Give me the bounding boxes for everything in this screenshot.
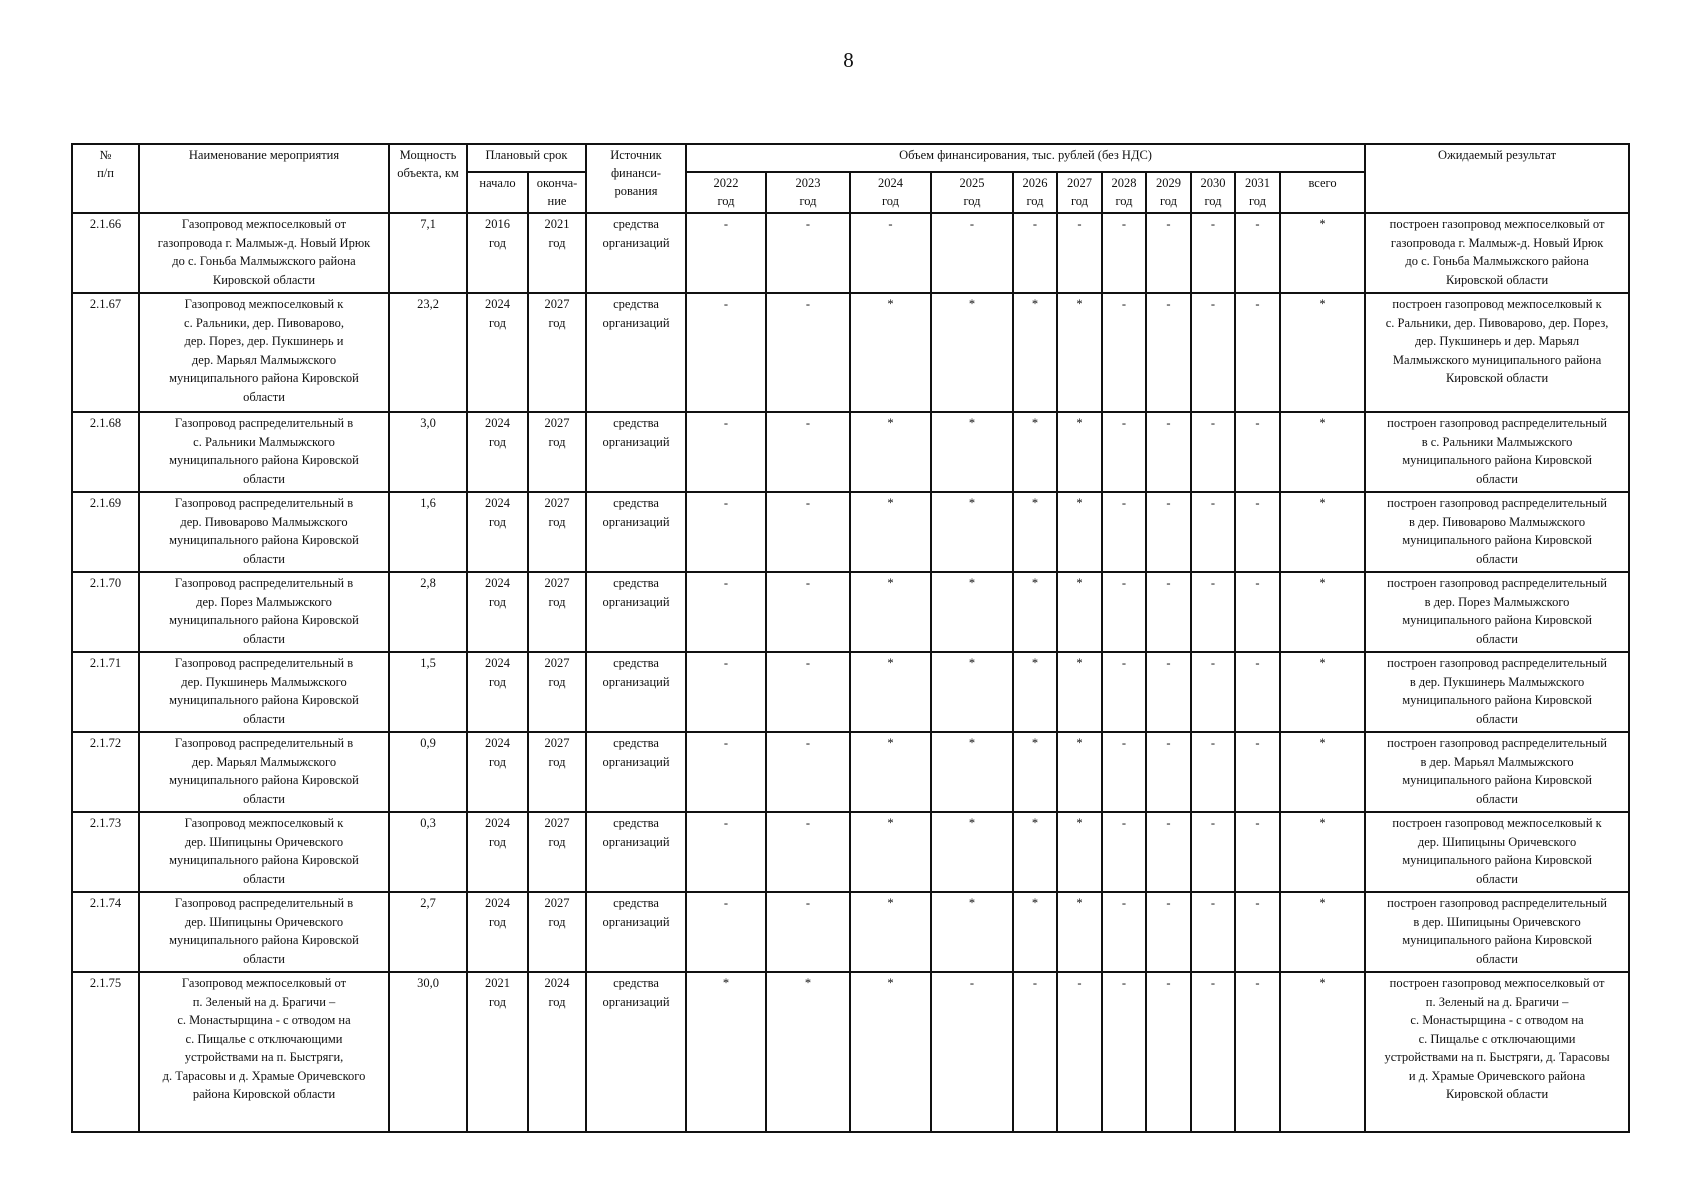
table-row [72,972,1629,1132]
table-row [72,892,1629,972]
row-year-2025: * [931,572,1013,652]
row-year-2024: * [850,892,931,972]
row-year-2026: * [1013,732,1057,812]
row-total: * [1280,652,1365,732]
row-term-start: 2024 год [467,652,528,732]
row-power: 23,2 [389,293,467,412]
row-term-end: 2027 год [528,412,586,492]
row-year-2027: * [1057,293,1102,412]
row-num: 2.1.67 [72,293,139,412]
row-name: Газопровод межпоселковый к с. Ральники, дер. Пивоварово, дер. Порез, дер. Пукшинерь и дер. Марьял Малмыжского муниципального района Кировской области [139,293,389,412]
row-year-2023: * [766,972,850,1132]
row-total: * [1280,293,1365,412]
table-row [72,652,1629,732]
header-year-2023: 2023 год [766,172,850,213]
row-year-2028: - [1102,972,1146,1132]
row-year-2022: - [686,812,766,892]
row-year-2024: - [850,213,931,293]
row-year-2029: - [1146,892,1191,972]
row-term-start: 2024 год [467,412,528,492]
row-year-2024: * [850,572,931,652]
row-year-2031: - [1235,213,1280,293]
header-name: Наименование мероприятия [139,144,389,213]
table-row [72,213,1629,293]
row-year-2024: * [850,492,931,572]
header-year-2022: 2022 год [686,172,766,213]
row-total: * [1280,812,1365,892]
row-power: 1,6 [389,492,467,572]
header-term-start: начало [467,172,528,213]
row-year-2023: - [766,732,850,812]
row-term-end: 2027 год [528,812,586,892]
row-year-2031: - [1235,652,1280,732]
row-year-2031: - [1235,892,1280,972]
row-year-2022: - [686,293,766,412]
row-year-2022: - [686,572,766,652]
table-row [72,572,1629,652]
header-num: № п/п [72,144,139,213]
row-year-2023: - [766,812,850,892]
row-total: * [1280,492,1365,572]
row-term-end: 2027 год [528,293,586,412]
row-year-2031: - [1235,572,1280,652]
row-name: Газопровод распределительный в дер. Марьял Малмыжского муниципального района Кировской области [139,732,389,812]
row-term-end: 2027 год [528,492,586,572]
row-year-2022: - [686,213,766,293]
page-number: 8 [843,48,854,72]
row-source: средства организаций [586,892,686,972]
row-year-2029: - [1146,652,1191,732]
row-source: средства организаций [586,492,686,572]
row-num: 2.1.69 [72,492,139,572]
row-name: Газопровод межпоселковый от газопровода г. Малмыж-д. Новый Ирюк до с. Гоньба Малмыжского района Кировской области [139,213,389,293]
row-power: 2,7 [389,892,467,972]
row-num: 2.1.74 [72,892,139,972]
header-result: Ожидаемый результат [1365,144,1629,213]
row-year-2030: - [1191,572,1235,652]
row-total: * [1280,412,1365,492]
header-year-2027: 2027 год [1057,172,1102,213]
row-year-2029: - [1146,213,1191,293]
row-name: Газопровод распределительный в с. Ральники Малмыжского муниципального района Кировской области [139,412,389,492]
row-name: Газопровод распределительный в дер. Пукшинерь Малмыжского муниципального района Кировской области [139,652,389,732]
header-year-2031: 2031 год [1235,172,1280,213]
row-term-start: 2024 год [467,892,528,972]
row-year-2030: - [1191,652,1235,732]
table-body [72,213,1629,1132]
row-year-2028: - [1102,732,1146,812]
row-year-2022: - [686,412,766,492]
row-result: построен газопровод распределительный в дер. Шипицыны Оричевского муниципального района Кировской области [1365,892,1629,972]
row-year-2022: - [686,492,766,572]
row-result: построен газопровод распределительный в дер. Пукшинерь Малмыжского муниципального района Кировской области [1365,652,1629,732]
row-year-2024: * [850,972,931,1132]
header-year-2030: 2030 год [1191,172,1235,213]
row-num: 2.1.66 [72,213,139,293]
row-year-2023: - [766,892,850,972]
row-year-2025: * [931,412,1013,492]
row-result: построен газопровод распределительный в дер. Пивоварово Малмыжского муниципального района Кировской области [1365,492,1629,572]
row-result: построен газопровод межпоселковый к дер. Шипицыны Оричевского муниципального района Кировской области [1365,812,1629,892]
row-year-2027: * [1057,732,1102,812]
row-year-2030: - [1191,412,1235,492]
row-year-2022: - [686,892,766,972]
row-term-start: 2024 год [467,812,528,892]
row-term-end: 2027 год [528,652,586,732]
row-result: построен газопровод межпоселковый от газопровода г. Малмыж-д. Новый Ирюк до с. Гоньба Малмыжского района Кировской области [1365,213,1629,293]
row-year-2028: - [1102,492,1146,572]
row-year-2025: * [931,812,1013,892]
row-year-2029: - [1146,412,1191,492]
header-source: Источник финанси- рования [586,144,686,213]
row-year-2022: - [686,652,766,732]
row-result: построен газопровод распределительный в дер. Порез Малмыжского муниципального района Кировской области [1365,572,1629,652]
row-year-2026: * [1013,293,1057,412]
row-year-2029: - [1146,732,1191,812]
row-term-end: 2027 год [528,892,586,972]
row-year-2029: - [1146,812,1191,892]
row-num: 2.1.71 [72,652,139,732]
row-year-2030: - [1191,972,1235,1132]
row-year-2030: - [1191,732,1235,812]
table-row [72,412,1629,492]
table-row [72,293,1629,412]
row-year-2031: - [1235,732,1280,812]
row-year-2031: - [1235,293,1280,412]
row-result: построен газопровод межпоселковый к с. Ральники, дер. Пивоварово, дер. Порез, дер. Пукшинерь и дер. Марьял Малмыжского муниципального района Кировской области [1365,293,1629,412]
row-power: 3,0 [389,412,467,492]
row-year-2031: - [1235,812,1280,892]
row-year-2025: * [931,732,1013,812]
row-year-2027: - [1057,972,1102,1132]
row-year-2030: - [1191,892,1235,972]
row-year-2027: * [1057,892,1102,972]
row-year-2027: * [1057,812,1102,892]
row-year-2024: * [850,652,931,732]
row-result: построен газопровод межпоселковый от п. Зеленый на д. Брагичи – с. Монастырщина - с отводом на с. Пищалье с отключающими устройствами на п. Быстряги, д. Тарасовы и д. Храмые Оричевского района Кировской области [1365,972,1629,1132]
row-year-2028: - [1102,572,1146,652]
row-source: средства организаций [586,732,686,812]
row-year-2026: * [1013,572,1057,652]
row-year-2028: - [1102,293,1146,412]
row-name: Газопровод распределительный в дер. Шипицыны Оричевского муниципального района Кировской области [139,892,389,972]
row-result: построен газопровод распределительный в с. Ральники Малмыжского муниципального района Кировской области [1365,412,1629,492]
row-year-2024: * [850,412,931,492]
row-year-2025: * [931,293,1013,412]
row-total: * [1280,972,1365,1132]
row-year-2031: - [1235,972,1280,1132]
row-power: 7,1 [389,213,467,293]
row-power: 0,3 [389,812,467,892]
row-year-2030: - [1191,492,1235,572]
row-year-2027: * [1057,652,1102,732]
row-power: 30,0 [389,972,467,1132]
row-year-2026: * [1013,892,1057,972]
table-row [72,732,1629,812]
row-year-2025: * [931,652,1013,732]
table-header [72,144,1629,213]
header-year-2029: 2029 год [1146,172,1191,213]
row-num: 2.1.72 [72,732,139,812]
header-year-2028: 2028 год [1102,172,1146,213]
row-year-2027: * [1057,572,1102,652]
row-year-2027: - [1057,213,1102,293]
row-term-end: 2024 год [528,972,586,1132]
row-year-2028: - [1102,812,1146,892]
row-num: 2.1.68 [72,412,139,492]
row-year-2023: - [766,492,850,572]
row-year-2026: * [1013,812,1057,892]
row-term-start: 2016 год [467,213,528,293]
row-year-2023: - [766,412,850,492]
row-year-2022: - [686,732,766,812]
header-volume: Объем финансирования, тыс. рублей (без НДС) [686,144,1365,172]
header-term-end: оконча- ние [528,172,586,213]
row-year-2026: * [1013,652,1057,732]
row-term-end: 2021 год [528,213,586,293]
row-year-2029: - [1146,572,1191,652]
row-year-2024: * [850,732,931,812]
header-year-2024: 2024 год [850,172,931,213]
financing-table [71,143,1630,1133]
row-term-start: 2024 год [467,732,528,812]
row-term-start: 2024 год [467,293,528,412]
row-year-2023: - [766,652,850,732]
row-year-2028: - [1102,652,1146,732]
header-year-2026: 2026 год [1013,172,1057,213]
header-power: Мощность объекта, км [389,144,467,213]
row-name: Газопровод межпоселковый к дер. Шипицыны Оричевского муниципального района Кировской области [139,812,389,892]
row-year-2025: - [931,972,1013,1132]
row-term-start: 2021 год [467,972,528,1132]
row-year-2026: - [1013,213,1057,293]
row-year-2028: - [1102,213,1146,293]
row-year-2023: - [766,213,850,293]
row-year-2026: * [1013,412,1057,492]
row-source: средства организаций [586,812,686,892]
row-total: * [1280,892,1365,972]
row-year-2025: * [931,492,1013,572]
row-source: средства организаций [586,572,686,652]
row-year-2023: - [766,572,850,652]
row-year-2029: - [1146,972,1191,1132]
row-result: построен газопровод распределительный в дер. Марьял Малмыжского муниципального района Кировской области [1365,732,1629,812]
row-year-2031: - [1235,412,1280,492]
row-year-2028: - [1102,892,1146,972]
row-year-2022: * [686,972,766,1132]
row-year-2029: - [1146,492,1191,572]
row-term-start: 2024 год [467,572,528,652]
row-name: Газопровод распределительный в дер. Пивоварово Малмыжского муниципального района Кировской области [139,492,389,572]
row-year-2027: * [1057,412,1102,492]
row-year-2028: - [1102,412,1146,492]
row-total: * [1280,732,1365,812]
row-year-2030: - [1191,293,1235,412]
header-year-2025: 2025 год [931,172,1013,213]
row-year-2027: * [1057,492,1102,572]
row-year-2023: - [766,293,850,412]
row-year-2026: * [1013,492,1057,572]
header-total: всего [1280,172,1365,213]
header-term: Плановый срок [467,144,586,172]
table-row [72,492,1629,572]
row-source: средства организаций [586,652,686,732]
row-year-2026: - [1013,972,1057,1132]
row-source: средства организаций [586,293,686,412]
row-total: * [1280,213,1365,293]
row-num: 2.1.75 [72,972,139,1132]
row-power: 2,8 [389,572,467,652]
row-num: 2.1.73 [72,812,139,892]
row-term-end: 2027 год [528,572,586,652]
row-term-start: 2024 год [467,492,528,572]
row-year-2031: - [1235,492,1280,572]
row-year-2025: - [931,213,1013,293]
row-name: Газопровод распределительный в дер. Порез Малмыжского муниципального района Кировской области [139,572,389,652]
row-name: Газопровод межпоселковый от п. Зеленый на д. Брагичи – с. Монастырщина - с отводом на с. Пищалье с отключающими устройствами на п. Быстряги, д. Тарасовы и д. Храмые Оричевского района Кировской области [139,972,389,1132]
row-year-2030: - [1191,213,1235,293]
row-power: 0,9 [389,732,467,812]
row-term-end: 2027 год [528,732,586,812]
row-source: средства организаций [586,412,686,492]
row-source: средства организаций [586,213,686,293]
row-year-2024: * [850,812,931,892]
row-year-2029: - [1146,293,1191,412]
row-year-2030: - [1191,812,1235,892]
row-source: средства организаций [586,972,686,1132]
row-year-2025: * [931,892,1013,972]
row-power: 1,5 [389,652,467,732]
row-year-2024: * [850,293,931,412]
row-total: * [1280,572,1365,652]
row-num: 2.1.70 [72,572,139,652]
table-row [72,812,1629,892]
